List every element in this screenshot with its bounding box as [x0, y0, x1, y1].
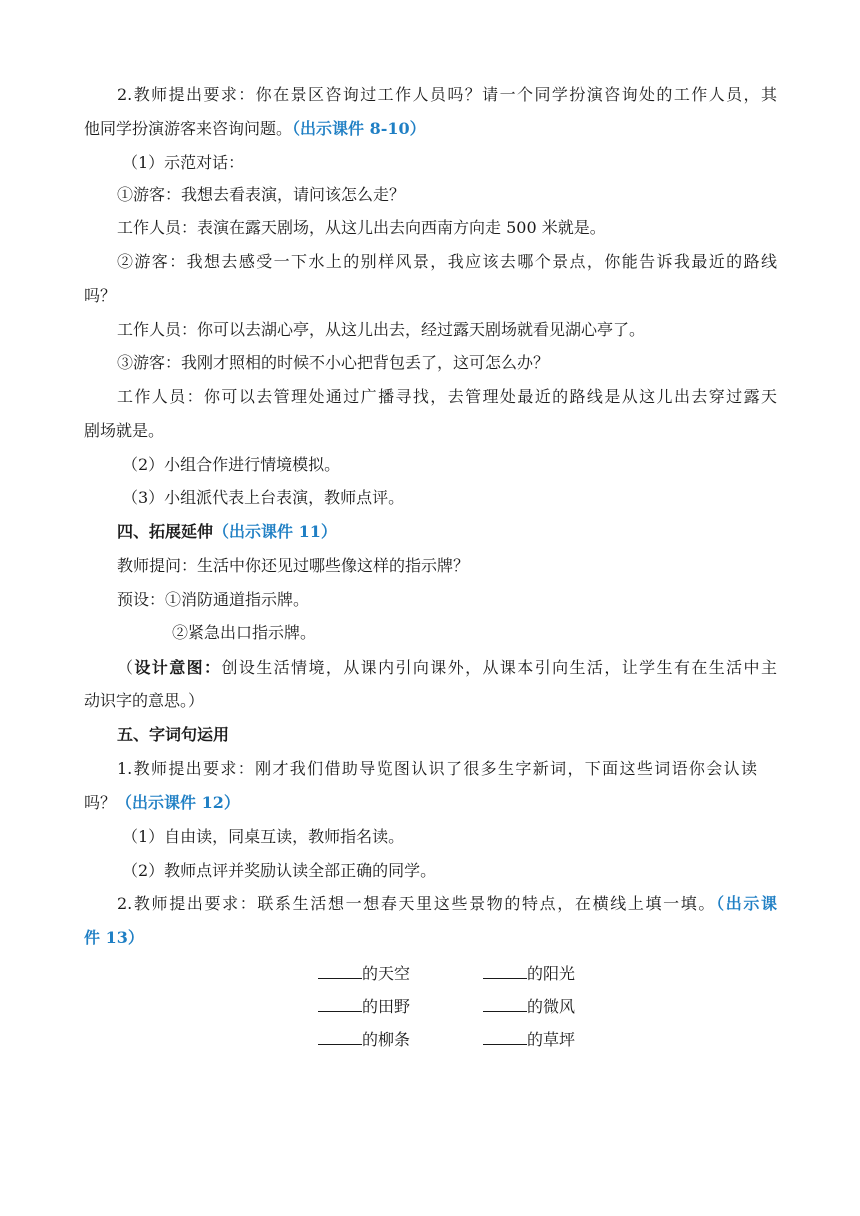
fill-blank-row	[318, 996, 618, 1016]
paragraph-line: ②紧急出口指示牌。	[172, 623, 317, 642]
paragraph-line: 吗？	[84, 286, 117, 305]
paragraph-line: ③游客：我刚才照相的时候不小心把背包丢了，这可怎么办？	[117, 353, 550, 372]
fill-blank-item: 的柳条	[318, 1029, 410, 1050]
blank-line[interactable]	[318, 996, 362, 1012]
courseware-ref: 件 13）	[84, 928, 144, 947]
paragraph-line: （2）小组合作进行情境模拟。	[122, 455, 341, 474]
blank-line[interactable]	[318, 963, 362, 979]
fill-blank-item: 的天空	[318, 963, 410, 984]
paragraph-line: 2.教师提出要求：联系生活想一想春天里这些景物的特点，在横线上填一填。（出示课	[117, 894, 777, 913]
fill-blank-item: 的微风	[483, 996, 575, 1017]
paragraph-line: 他同学扮演游客来咨询问题。（出示课件 8-10）	[84, 119, 426, 138]
blank-line[interactable]	[318, 1029, 362, 1045]
paragraph-line: 1.教师提出要求：刚才我们借助导览图认识了很多生字新词，下面这些词语你会认读	[117, 759, 757, 778]
fill-blank-row	[318, 1029, 618, 1049]
paragraph-line: 教师提问：生活中你还见过哪些像这样的指示牌？	[117, 556, 470, 575]
courseware-ref: （出示课件 8-10）	[292, 119, 426, 138]
paragraph-line: （1）自由读，同桌互读，教师指名读。	[122, 827, 405, 846]
paragraph-line: （3）小组派代表上台表演，教师点评。	[122, 488, 405, 507]
fill-blank-item: 的田野	[318, 996, 410, 1017]
paragraph-line: 工作人员：你可以去湖心亭，从这儿出去，经过露天剧场就看见湖心亭了。	[117, 320, 646, 339]
paragraph-line: 2.教师提出要求：你在景区咨询过工作人员吗？请一个同学扮演咨询处的工作人员，其	[117, 85, 777, 104]
fill-blank-item: 的阳光	[483, 963, 575, 984]
paragraph-line: （1）示范对话：	[122, 153, 245, 172]
paragraph-line: 工作人员：你可以去管理处通过广播寻找，去管理处最近的路线是从这儿出去穿过露天	[117, 387, 777, 406]
blank-line[interactable]	[483, 1029, 527, 1045]
section-heading: 四、拓展延伸（出示课件 11）	[117, 522, 337, 541]
paragraph-line: 剧场就是。	[84, 421, 165, 440]
section-heading: 五、字词句运用	[117, 725, 230, 744]
paragraph-line: ①游客：我想去看表演，请问该怎么走？	[117, 185, 406, 204]
blank-line[interactable]	[483, 996, 527, 1012]
design-intent: （设计意图：创设生活情境，从课内引向课外，从课本引向生活，让学生有在生活中主	[117, 658, 777, 677]
paragraph-line: 预设：①消防通道指示牌。	[117, 590, 310, 609]
fill-blank-item: 的草坪	[483, 1029, 575, 1050]
paragraph-line: 动识字的意思。）	[84, 691, 205, 710]
paragraph-line: 吗？（出示课件 12）	[84, 793, 240, 812]
courseware-ref: （出示课	[716, 894, 777, 913]
courseware-ref: （出示课件 12）	[116, 793, 240, 812]
fill-blank-row	[318, 963, 618, 983]
paragraph-line: 工作人员：表演在露天剧场，从这儿出去向西南方向走 500 米就是。	[117, 218, 606, 237]
courseware-ref: （出示课件 11）	[213, 522, 337, 541]
blank-line[interactable]	[483, 963, 527, 979]
paragraph-line: ②游客：我想去感受一下水上的别样风景，我应该去哪个景点，你能告诉我最近的路线	[117, 252, 777, 271]
paragraph-line: （2）教师点评并奖励认读全部正确的同学。	[122, 861, 437, 880]
